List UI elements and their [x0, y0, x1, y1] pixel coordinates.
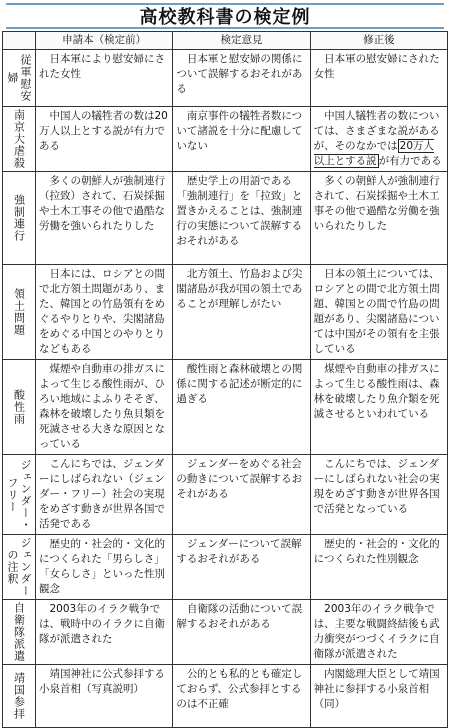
cell-opinion: 酸性雨と森林破壊との関係に関する記述が断定的に過ぎる — [173, 360, 310, 455]
row-label: ジェンダー・フリー — [6, 458, 32, 531]
cell-opinion: 公的とも私的とも確定しておらず、公式参拝とするのは不正確 — [173, 665, 310, 728]
cell-opinion: 自衛隊の活動について誤解するおそれがある — [173, 600, 310, 665]
cell-after: 日本軍の慰安婦にされた女性 — [310, 50, 447, 107]
table-row — [3, 600, 448, 665]
row-label: 靖国参拝 — [12, 672, 26, 720]
row-label-cell — [3, 455, 36, 535]
after-text-pre: 中国人犠牲者の数については、さまざまな説があるが、そのなかでは — [313, 110, 440, 152]
cell-after: こんにちでは、ジェンダーにしばられない社会の実現をめざす動きが世界各国で活発となっている — [310, 455, 447, 535]
table-row — [3, 455, 448, 535]
table-row — [3, 50, 448, 107]
cell-opinion: 歴史学上の用語である「強制連行」を「拉致」と置きかえることは、強制連行の実態について誤解するおそれがある — [173, 172, 310, 265]
row-label-cell — [3, 535, 36, 600]
table-row — [3, 665, 448, 728]
cell-opinion: 南京事件の犠牲者数について諸説を十分に配慮していない — [173, 107, 310, 172]
cell-before: 多くの朝鮮人が強制連行（拉致）されて、石炭採掘や土木工事その他で過酷な労働を強いられたりした — [36, 172, 173, 265]
row-label: ジェンダーの注釈 — [6, 537, 32, 597]
cell-after: 歴史的・社会的・文化的につくられた性別観念 — [310, 535, 447, 600]
cell-after: 多くの朝鮮人が強制連行されて、石炭採掘や土木工事その他で過酷な労働を強いられたりした — [310, 172, 447, 265]
row-label: 従軍慰安婦 — [6, 54, 32, 102]
after-text-post: が有力である — [378, 155, 442, 167]
cell-opinion: 日本軍と慰安婦の関係について誤解するおそれがある — [173, 50, 310, 107]
cell-before: 煤煙や自動車の排ガスによって生じる酸性雨が、ひろい地域によふりそそぎ、森林を破壊したり魚貝類を死滅させる大きな原因となっている — [36, 360, 173, 455]
row-label-cell — [3, 600, 36, 665]
cell-before: 歴史的・社会的・文化的につくられた「男らしさ」「女らしさ」といった性別観念 — [36, 535, 173, 600]
cell-after: 日本の領土については、ロシアとの間で北方領土問題、韓国との間で竹島の問題があり、尖閣諸島については中国がその領有を主張している — [310, 265, 447, 360]
cell-after: 煤煙や自動車の排ガスによって生じる酸性雨は、森林を破壊したり魚介類を死滅させるといわれている — [310, 360, 447, 455]
row-label: 領土問題 — [12, 288, 26, 336]
textbook-screening-table — [2, 31, 448, 728]
header-after: 修正後 — [310, 32, 447, 50]
row-label-cell — [3, 265, 36, 360]
page-title: 高校教科書の検定例 — [6, 3, 444, 29]
row-label: 南京大虐殺 — [12, 109, 26, 169]
row-label: 強制連行 — [12, 194, 26, 242]
table-row — [3, 172, 448, 265]
row-label-cell — [3, 50, 36, 107]
table-row — [3, 265, 448, 360]
cell-before: 日本軍により慰安婦にされた女性 — [36, 50, 173, 107]
cell-after — [310, 107, 447, 172]
table-row — [3, 360, 448, 455]
cell-opinion: ジェンダーをめぐる社会の動きについて誤解するおそれがある — [173, 455, 310, 535]
cell-opinion: ジェンダーについて誤解するおそれがある — [173, 535, 310, 600]
cell-after: 2003年のイラク戦争では、主要な戦闘終結後も武力衝突がつづくイラクに自衛隊が派遣された — [310, 600, 447, 665]
after-highlight: 20万人以上とする説 — [313, 140, 435, 167]
cell-before: 中国人の犠牲者の数は20万人以上とする説が有力である — [36, 107, 173, 172]
header-before: 申請本（検定前） — [36, 32, 173, 50]
row-label: 酸性雨 — [12, 389, 26, 425]
table-header-row — [3, 32, 448, 50]
table-row — [3, 107, 448, 172]
cell-before: 靖国神社に公式参拝する小泉首相（写真説明） — [36, 665, 173, 728]
row-label-cell — [3, 107, 36, 172]
row-label-cell — [3, 172, 36, 265]
cell-before: こんにちでは、ジェンダーにしばられない（ジェンダー・フリー）社会の実現をめざす動きが世界各国で活発である — [36, 455, 173, 535]
cell-opinion: 北方領土、竹島および尖閣諸島が我が国の領土であることが理解しがたい — [173, 265, 310, 360]
header-corner — [3, 32, 36, 50]
cell-before: 2003年のイラク戦争では、戦時中のイラクに自衛隊が派遣された — [36, 600, 173, 665]
cell-before: 日本には、ロシアとの間で北方領土問題があり、また、韓国との竹島領有をめぐるやりとりや、尖閣諸島をめぐる中国とのやりとりなどもある — [36, 265, 173, 360]
table-row — [3, 535, 448, 600]
header-opinion: 検定意見 — [173, 32, 310, 50]
row-label-cell — [3, 360, 36, 455]
row-label-cell — [3, 665, 36, 728]
row-label: 自衛隊派遣 — [12, 602, 26, 662]
cell-after: 内閣総理大臣として靖国神社に参拝する小泉首相（同） — [310, 665, 447, 728]
